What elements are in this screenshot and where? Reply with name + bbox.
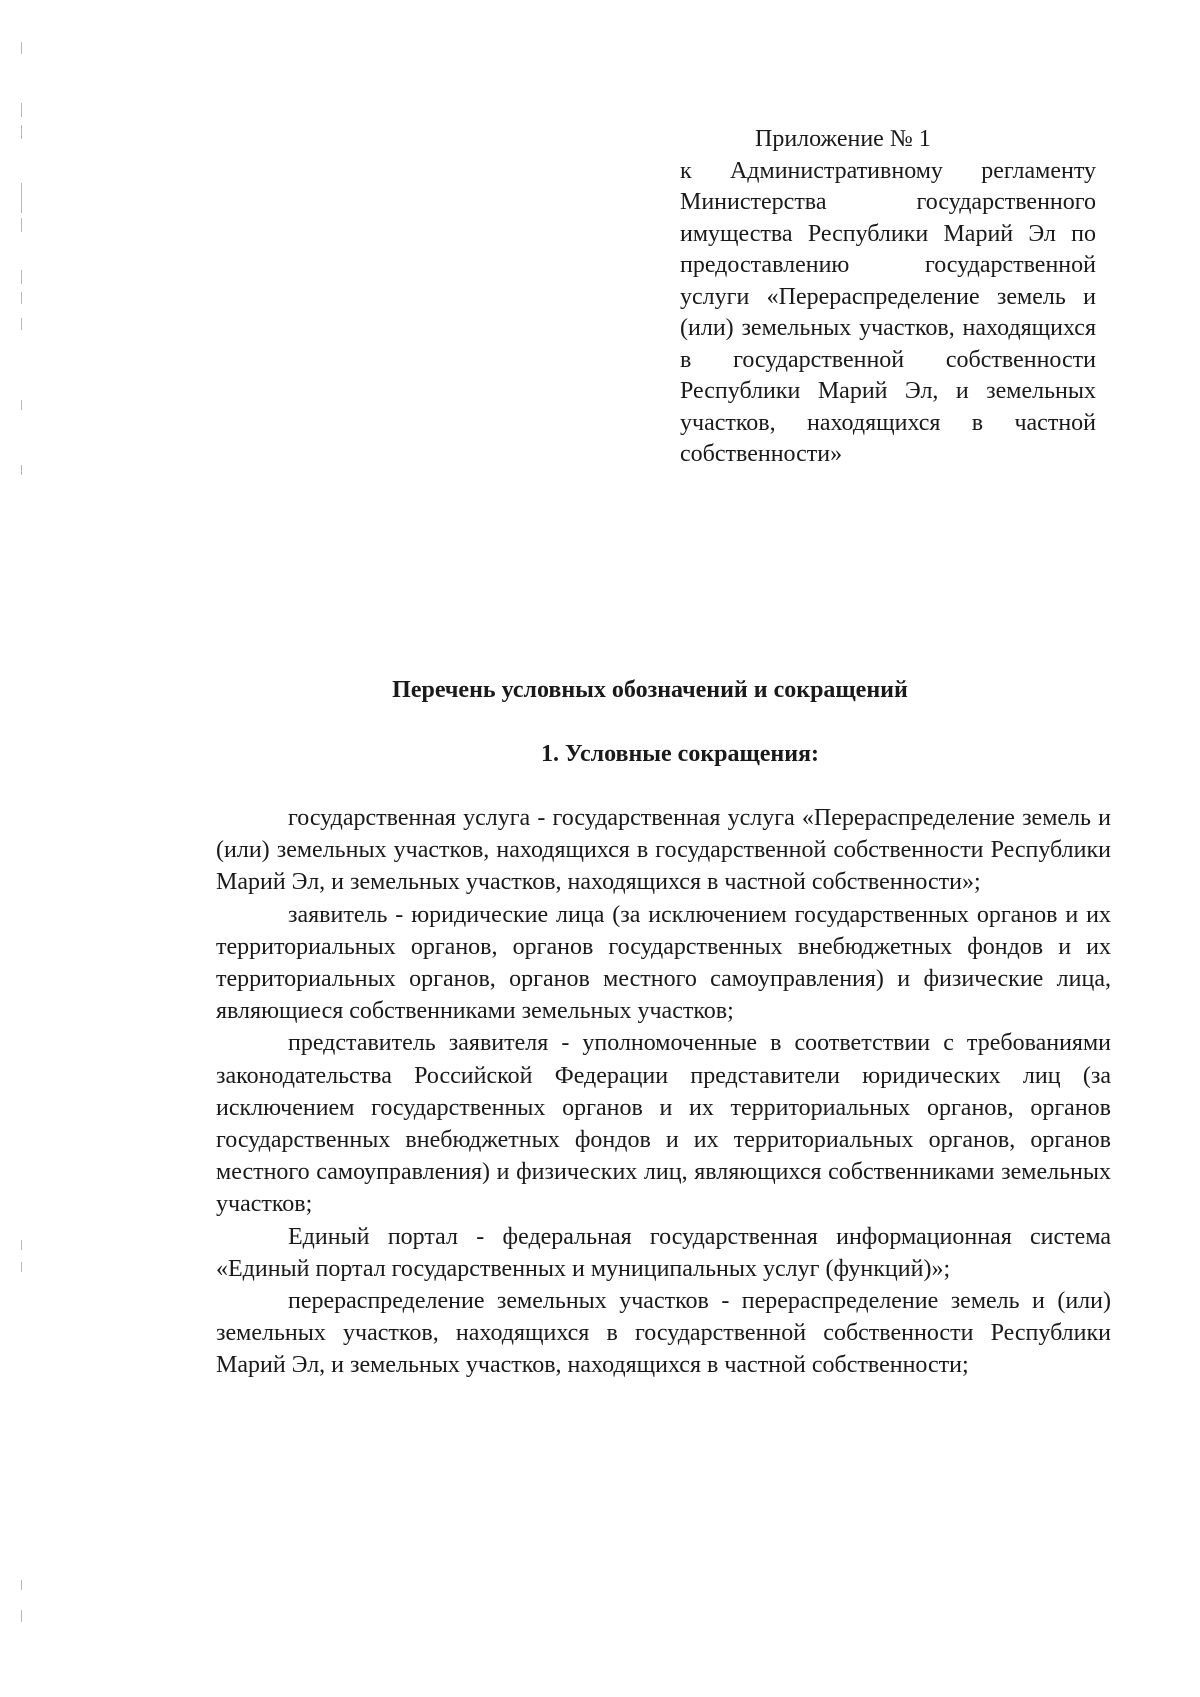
scan-mark [21,465,22,475]
definitions-list [216,802,1111,1382]
scan-mark [21,1580,22,1590]
scan-mark [21,1610,22,1622]
scan-mark [21,292,22,304]
definition-paragraph: Единый портал - федеральная государственная информационная система «Единый портал государственных и муниципальных услуг (функций)»; [216,1223,1111,1282]
scan-mark [21,183,22,213]
scan-mark [21,1262,22,1272]
definition-paragraph: государственная услуга - государственная услуга «Перераспределение земель и (или) земельных участков, находящихся в государственной собственности Республики Марий Эл, и земельных участков, находящихся в частной собственности»; [216,805,1111,896]
definition-paragraph: перераспределение земельных участков - перераспределение земель и (или) земельных участков, находящихся в государственной собственности Республики Марий Эл, и земельных участков, находящихся в частной собственности; [216,1288,1111,1379]
scan-mark [21,218,22,232]
document-title: Перечень условных обозначений и сокращений [392,677,908,703]
scan-mark [21,103,22,117]
definition-paragraph: заявитель - юридические лица (за исключением государственных органов и их территориальных органов, органов государственных внебюджетных фондов и их территориальных органов, органов местного самоуправления) и физические лица, являющиеся собственниками земельных участков; [216,901,1111,1025]
section-heading: 1. Условные сокращения: [540,741,820,767]
definition-paragraph: представитель заявителя - уполномоченные в соответствии с требованиями законодательства Российской Федерации представители юридических лиц (за исключением государственных органов и их территориальных органов, органов государственных внебюджетных фондов и их территориальных органов, органов местного самоуправления) и физических лиц, являющихся собственниками земельных участков; [216,1030,1111,1218]
appendix-block [680,124,1096,471]
scan-mark [21,318,22,330]
scan-mark [21,1240,22,1250]
scan-mark [21,42,22,54]
appendix-text: к Административному регламенту Министерства государственного имущества Республики Марий Эл по предоставлению государственной услуги «Перераспределение земель и (или) земельных участков, находящихся в государственной собственности Республики Марий Эл, и земельных участков, находящихся в частной собственности» [680,157,1096,467]
scan-mark [21,125,22,139]
scan-mark [21,270,22,284]
appendix-number: Приложение № 1 [755,126,931,152]
scan-mark [21,400,22,410]
